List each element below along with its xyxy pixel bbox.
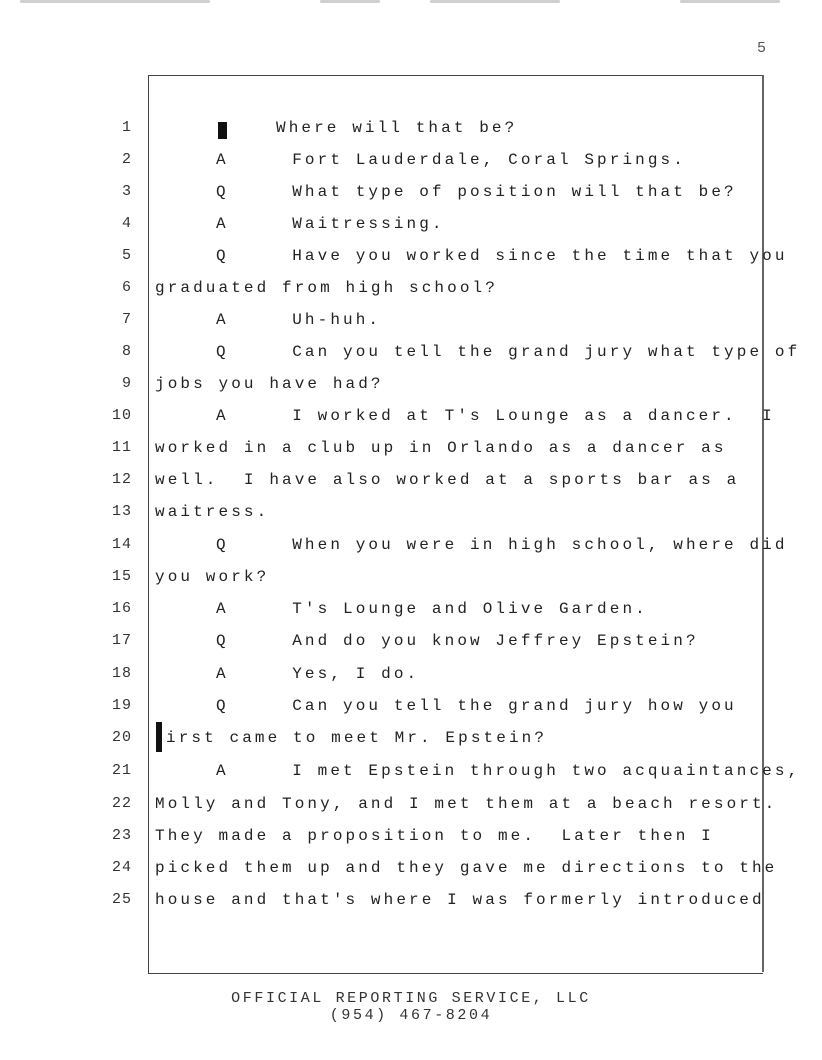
- line-number: 4: [121, 215, 132, 232]
- transcript-line: well. I have also worked at a sports bar as a: [155, 471, 740, 489]
- transcript-line: A Waitressing.: [216, 215, 445, 233]
- transcript-line: worked in a club up in Orlando as a dancer as: [155, 439, 727, 457]
- transcript-line: A I met Epstein through two acquaintances,: [216, 762, 801, 780]
- line-number: 7: [121, 311, 132, 328]
- line-number: 5: [121, 247, 132, 264]
- line-number: 14: [111, 536, 132, 553]
- transcript-line: They made a proposition to me. Later then I: [155, 827, 714, 845]
- line-number: 2: [121, 151, 132, 168]
- line-number: 10: [111, 407, 132, 424]
- line-number: 13: [111, 503, 132, 520]
- line-number: 16: [111, 600, 132, 617]
- line-number: 11: [111, 439, 132, 456]
- transcript-line: irst came to meet Mr. Epstein?: [166, 729, 548, 747]
- line-number: 12: [111, 471, 132, 488]
- line-number: 3: [121, 183, 132, 200]
- line-number: 25: [111, 891, 132, 908]
- transcript-line: A Uh-huh.: [216, 311, 382, 329]
- transcript-line: Q When you were in high school, where did: [216, 536, 788, 554]
- transcript-line: picked them up and they gave me directions to the: [155, 859, 778, 877]
- line-number: 19: [111, 697, 132, 714]
- transcript-line: house and that's where I was formerly introduced: [155, 891, 765, 909]
- scan-artifact: [320, 0, 380, 3]
- line-number: 1: [121, 119, 132, 136]
- transcript-line: A Yes, I do.: [216, 665, 420, 683]
- footer: [0, 990, 822, 1024]
- line-number: 23: [111, 827, 132, 844]
- scan-artifact: [20, 0, 210, 3]
- transcript-frame-right-rule: [762, 75, 764, 972]
- transcript-line: Where will that be?: [276, 119, 518, 137]
- line-number: 15: [111, 568, 132, 585]
- page-number: 5: [756, 40, 766, 57]
- transcript-line: Q Can you tell the grand jury how you: [216, 697, 737, 715]
- line-number: 17: [111, 632, 132, 649]
- redaction-mark: [218, 122, 227, 139]
- transcript-line: Molly and Tony, and I met them at a beach resort.: [155, 795, 778, 813]
- transcript-line: graduated from high school?: [155, 279, 498, 297]
- transcript-line: you work?: [155, 568, 270, 586]
- scan-artifact: [680, 0, 780, 3]
- transcript-line: waitress.: [155, 503, 270, 521]
- line-number: 21: [111, 762, 132, 779]
- line-number: 9: [121, 375, 132, 392]
- line-number: 6: [121, 279, 132, 296]
- transcript-line: jobs you have had?: [155, 375, 384, 393]
- transcript-line: Q Have you worked since the time that you: [216, 247, 788, 265]
- transcript-line: A T's Lounge and Olive Garden.: [216, 600, 648, 618]
- scan-artifact: [430, 0, 560, 3]
- line-number: 18: [111, 665, 132, 682]
- footer-phone: (954) 467-8204: [329, 1007, 493, 1024]
- transcript-line: Q Can you tell the grand jury what type of: [216, 343, 801, 361]
- transcript-line: A Fort Lauderdale, Coral Springs.: [216, 151, 686, 169]
- transcript-line: Q And do you know Jeffrey Epstein?: [216, 632, 699, 650]
- line-number: 20: [111, 729, 132, 746]
- footer-company: OFFICIAL REPORTING SERVICE, LLC: [231, 990, 591, 1007]
- line-number: 24: [111, 859, 132, 876]
- transcript-line: A I worked at T's Lounge as a dancer. I: [216, 407, 775, 425]
- line-number: 8: [121, 343, 132, 360]
- transcript-line: Q What type of position will that be?: [216, 183, 737, 201]
- line-number: 22: [111, 795, 132, 812]
- redaction-mark: [156, 722, 162, 752]
